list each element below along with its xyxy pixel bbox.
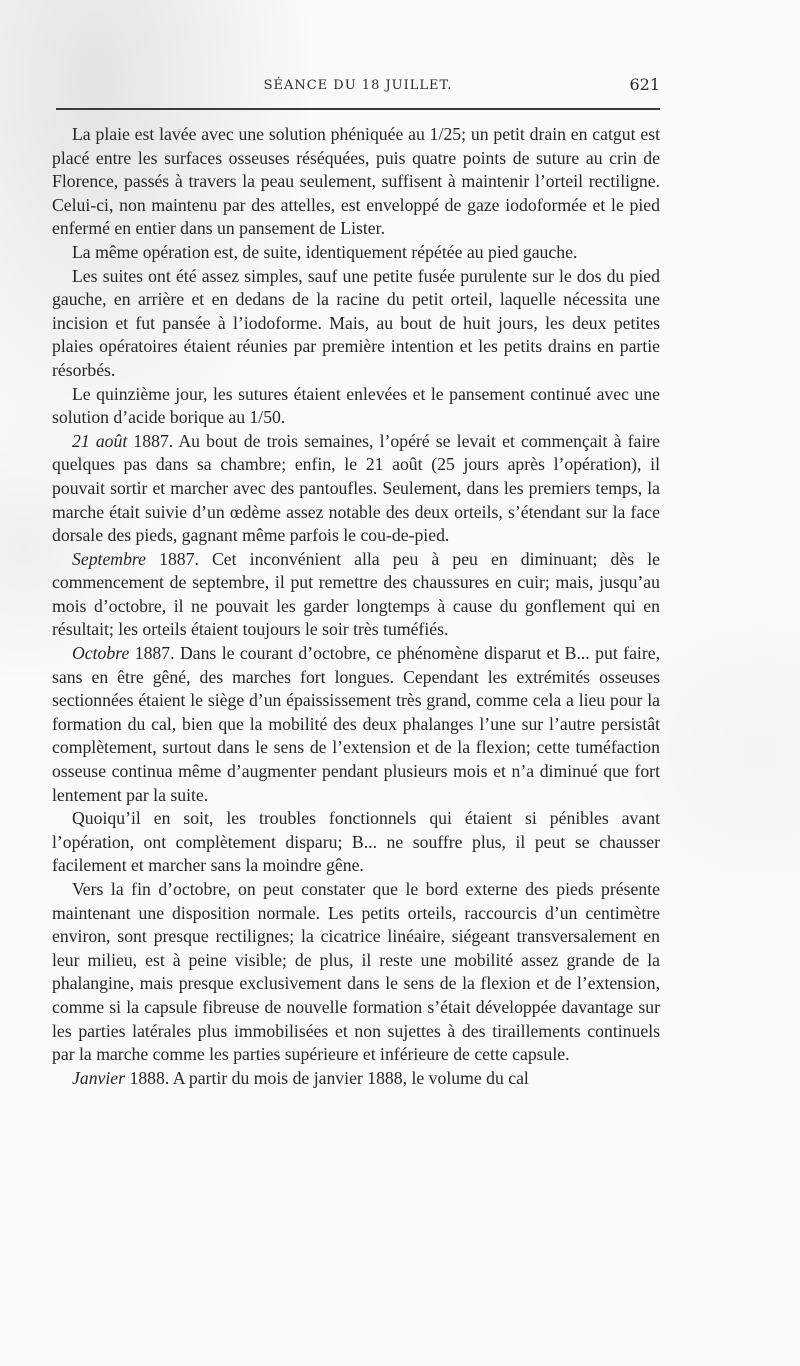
paragraph-1: La plaie est lavée avec une solution phéniquée au 1/25; un petit drain en catgut est placé entre les surfaces osseuses réséquées, puis quatre points de suture au crin de Florence, passés à travers la peau seulement, suffisent à maintenir l’orteil rectiligne. Celui-ci, non maintenu par des attelles, est enveloppé de gaze iodoformée et le pied enfermé en entier dans un pansement de Lister. (52, 124, 660, 239)
body-text (52, 123, 660, 1090)
paragraph-3: Les suites ont été assez simples, sauf une petite fusée purulente sur le dos du pied gauche, en arrière et en dedans de la racine du petit orteil, laquelle nécessita une incision et fut pansée à l’iodoforme. Mais, au bout de huit jours, les deux petites plaies opératoires étaient réunies par première intention et les petits drains en partie résorbés. (52, 265, 660, 380)
paragraph-5: 21 août 1887. Au bout de trois semaines, l’opéré se levait et commençait à faire quelques pas dans sa chambre; enfin, le 21 août (25 jours après l’opération), il pouvait sortir et marcher avec des pantoufles. Seulement, dans les premiers temps, la marche était suivie d’un œdème assez notable des deux orteils, s’étendant sur la face dorsale des pieds, gagnant même parfois le cou-de-pied. (52, 430, 660, 546)
paragraph-6: Septembre 1887. Cet inconvénient alla peu à peu en diminuant; dès le commencement de septembre, il put remettre des chaussures en cuir; mais, jusqu’au mois d’octobre, il ne pouvait les garder longtemps à cause du gonflement qui en résultait; les orteils étaient toujours le soir très tuméfiés. (52, 548, 660, 640)
header-rule (56, 108, 660, 110)
paragraph-8: Quoiqu’il en soit, les troubles fonctionnels qui étaient si pénibles avant l’opération, ont complètement disparu; B... ne souffre plus, il peut se chausser facilement et marcher sans la moindre gêne. (52, 808, 660, 876)
paragraph-7: Octobre 1887. Dans le courant d’octobre, ce phénomène disparut et B... put faire, sans en être gêné, des marches fort longues. Cependant les extrémités osseuses sectionnées étaient le siège d’un épaississement très grand, comme cela a lieu pour la formation du cal, bien que la mobilité des deux phalanges l’une sur l’autre persistât complètement, surtout dans le sens de l’extension et de la flexion; cette tuméfaction osseuse continua même d’augmenter pendant plusieurs mois et n’a diminué que fort lentement par la suite. (52, 643, 660, 805)
paragraph-9: Vers la fin d’octobre, on peut constater que le bord externe des pieds présente maintenant une disposition normale. Les petits orteils, raccourcis d’un centimètre environ, sont presque rectilignes; la cicatrice linéaire, siégeant transversalement en leur milieu, est à peine visible; de plus, il reste une mobilité assez grande de la phalangine, mais presque exclusivement dans le sens de la flexion et de l’extension, comme si la capsule fibreuse de nouvelle formation s’était développée davantage sur les parties latérales plus immobilisées et non sujettes à des tiraillements continuels par la marche comme les parties supérieure et inférieure de cette capsule. (52, 879, 660, 1065)
paragraph-10: Janvier 1888. A partir du mois de janvier 1888, le volume du cal (72, 1067, 529, 1088)
page-header (56, 74, 660, 98)
date-lead: Janvier (72, 1067, 126, 1088)
paragraph-4: Le quinzième jour, les sutures étaient enlevées et le pansement continué avec une solution d’acide borique au 1/50. (52, 383, 660, 428)
running-title: SÉANCE DU 18 JUILLET. (263, 78, 453, 93)
date-lead: Octobre (72, 643, 130, 664)
page-number: 621 (629, 75, 660, 94)
paragraph-2: La même opération est, de suite, identiquement répétée au pied gauche. (72, 241, 578, 262)
date-lead: 21 août (72, 430, 128, 451)
date-lead: Septembre (72, 548, 146, 569)
